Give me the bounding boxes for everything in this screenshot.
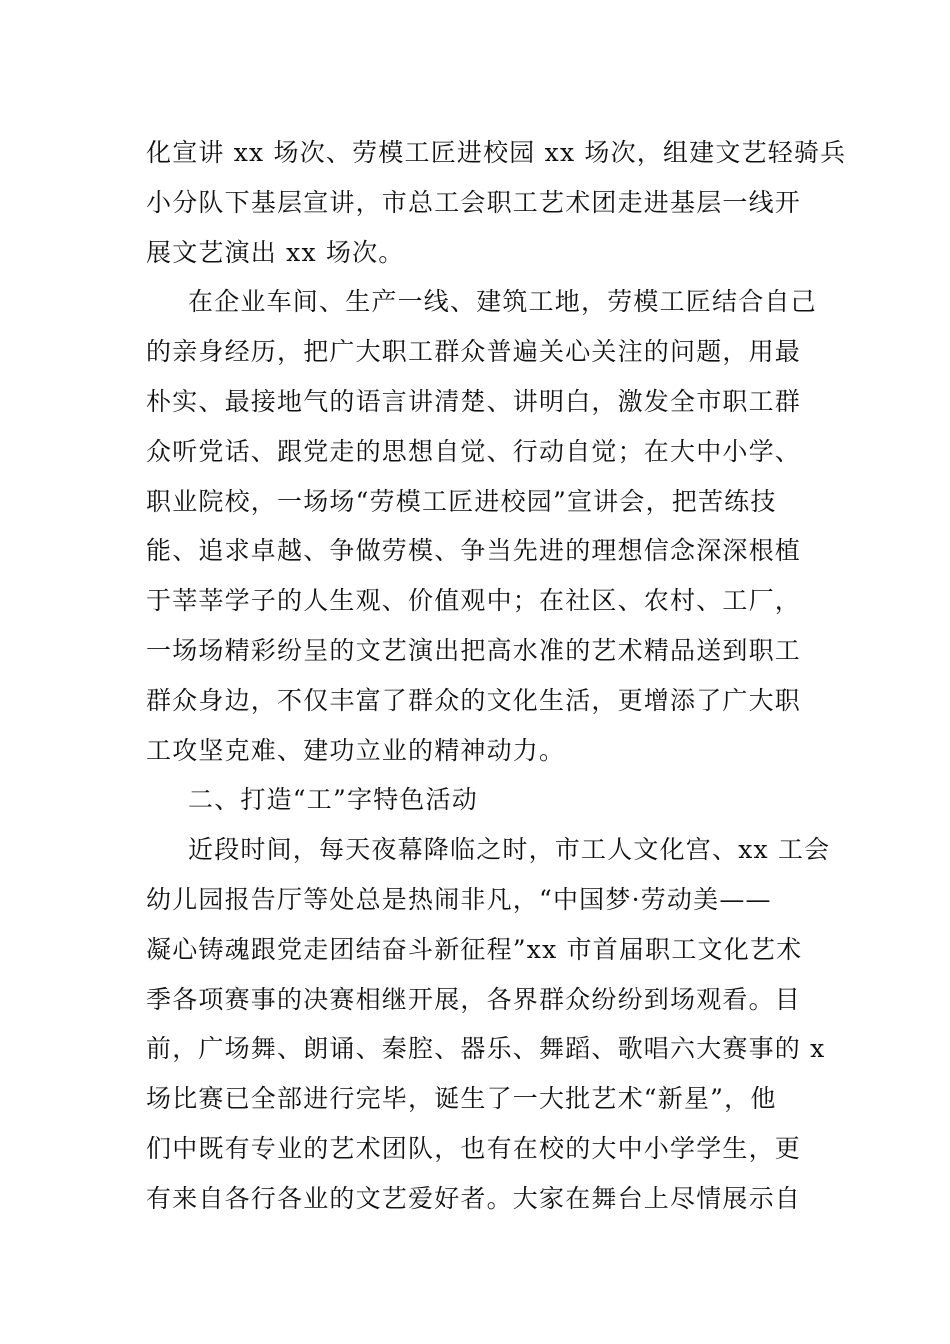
text-line: 小分队下基层宣讲，市总工会职工艺术团走进基层一线开 bbox=[146, 187, 802, 217]
text-line: 幼儿园报告厅等处总是热闹非凡，“中国梦·劳动美—— bbox=[146, 884, 772, 914]
paragraph bbox=[146, 825, 831, 1223]
paragraph bbox=[146, 128, 847, 277]
text-line: 职业院校，一场场“劳模工匠进校园”宣讲会，把苦练技 bbox=[146, 486, 777, 516]
text-line: 的亲身经历，把广大职工群众普遍关心关注的问题，用最 bbox=[146, 337, 802, 367]
text-line: 二、打造“工”字特色活动 bbox=[188, 785, 478, 815]
paragraph bbox=[146, 775, 810, 825]
text-line: 场比赛已全部进行完毕，诞生了一大批艺术“新星”，他 bbox=[146, 1084, 777, 1114]
text-line: 朴实、最接地气的语言讲清楚、讲明白，激发全市职工群 bbox=[146, 386, 802, 416]
text-line: 一场场精彩纷呈的文艺演出把高水准的艺术精品送到职工 bbox=[146, 635, 802, 665]
text-line: 近段时间，每天夜幕降临之时，市工人文化宫、xx 工会 bbox=[188, 835, 831, 865]
text-line: 有来自各行各业的文艺爱好者。大家在舞台上尽情展示自 bbox=[146, 1183, 802, 1213]
text-line: 能、追求卓越、争做劳模、争当先进的理想信念深深根植 bbox=[146, 536, 802, 566]
text-line: 凝心铸魂跟党走团结奋斗新征程”xx 市首届职工文化艺术 bbox=[146, 934, 803, 964]
text-line: 于莘莘学子的人生观、价值观中；在社区、农村、工厂， bbox=[146, 586, 802, 616]
text-line: 众听党话、跟党走的思想自觉、行动自觉；在大中小学、 bbox=[146, 436, 802, 466]
text-line: 展文艺演出 xx 场次。 bbox=[146, 237, 405, 267]
text-line: 在企业车间、生产一线、建筑工地，劳模工匠结合自己 bbox=[188, 287, 817, 317]
text-line: 们中既有专业的艺术团队，也有在校的大中小学学生，更 bbox=[146, 1133, 802, 1163]
text-line: 化宣讲 xx 场次、劳模工匠进校园 xx 场次，组建文艺轻骑兵 bbox=[146, 138, 847, 167]
document-body bbox=[146, 128, 847, 1224]
text-line: 工攻坚克难、建功立业的精神动力。 bbox=[146, 735, 566, 765]
text-line: 季各项赛事的决赛相继开展，各界群众纷纷到场观看。目 bbox=[146, 984, 802, 1014]
text-line: 前，广场舞、朗诵、秦腔、器乐、舞蹈、歌唱六大赛事的 x bbox=[146, 1034, 826, 1064]
paragraph bbox=[146, 277, 817, 775]
text-line: 群众身边，不仅丰富了群众的文化生活，更增添了广大职 bbox=[146, 685, 802, 715]
